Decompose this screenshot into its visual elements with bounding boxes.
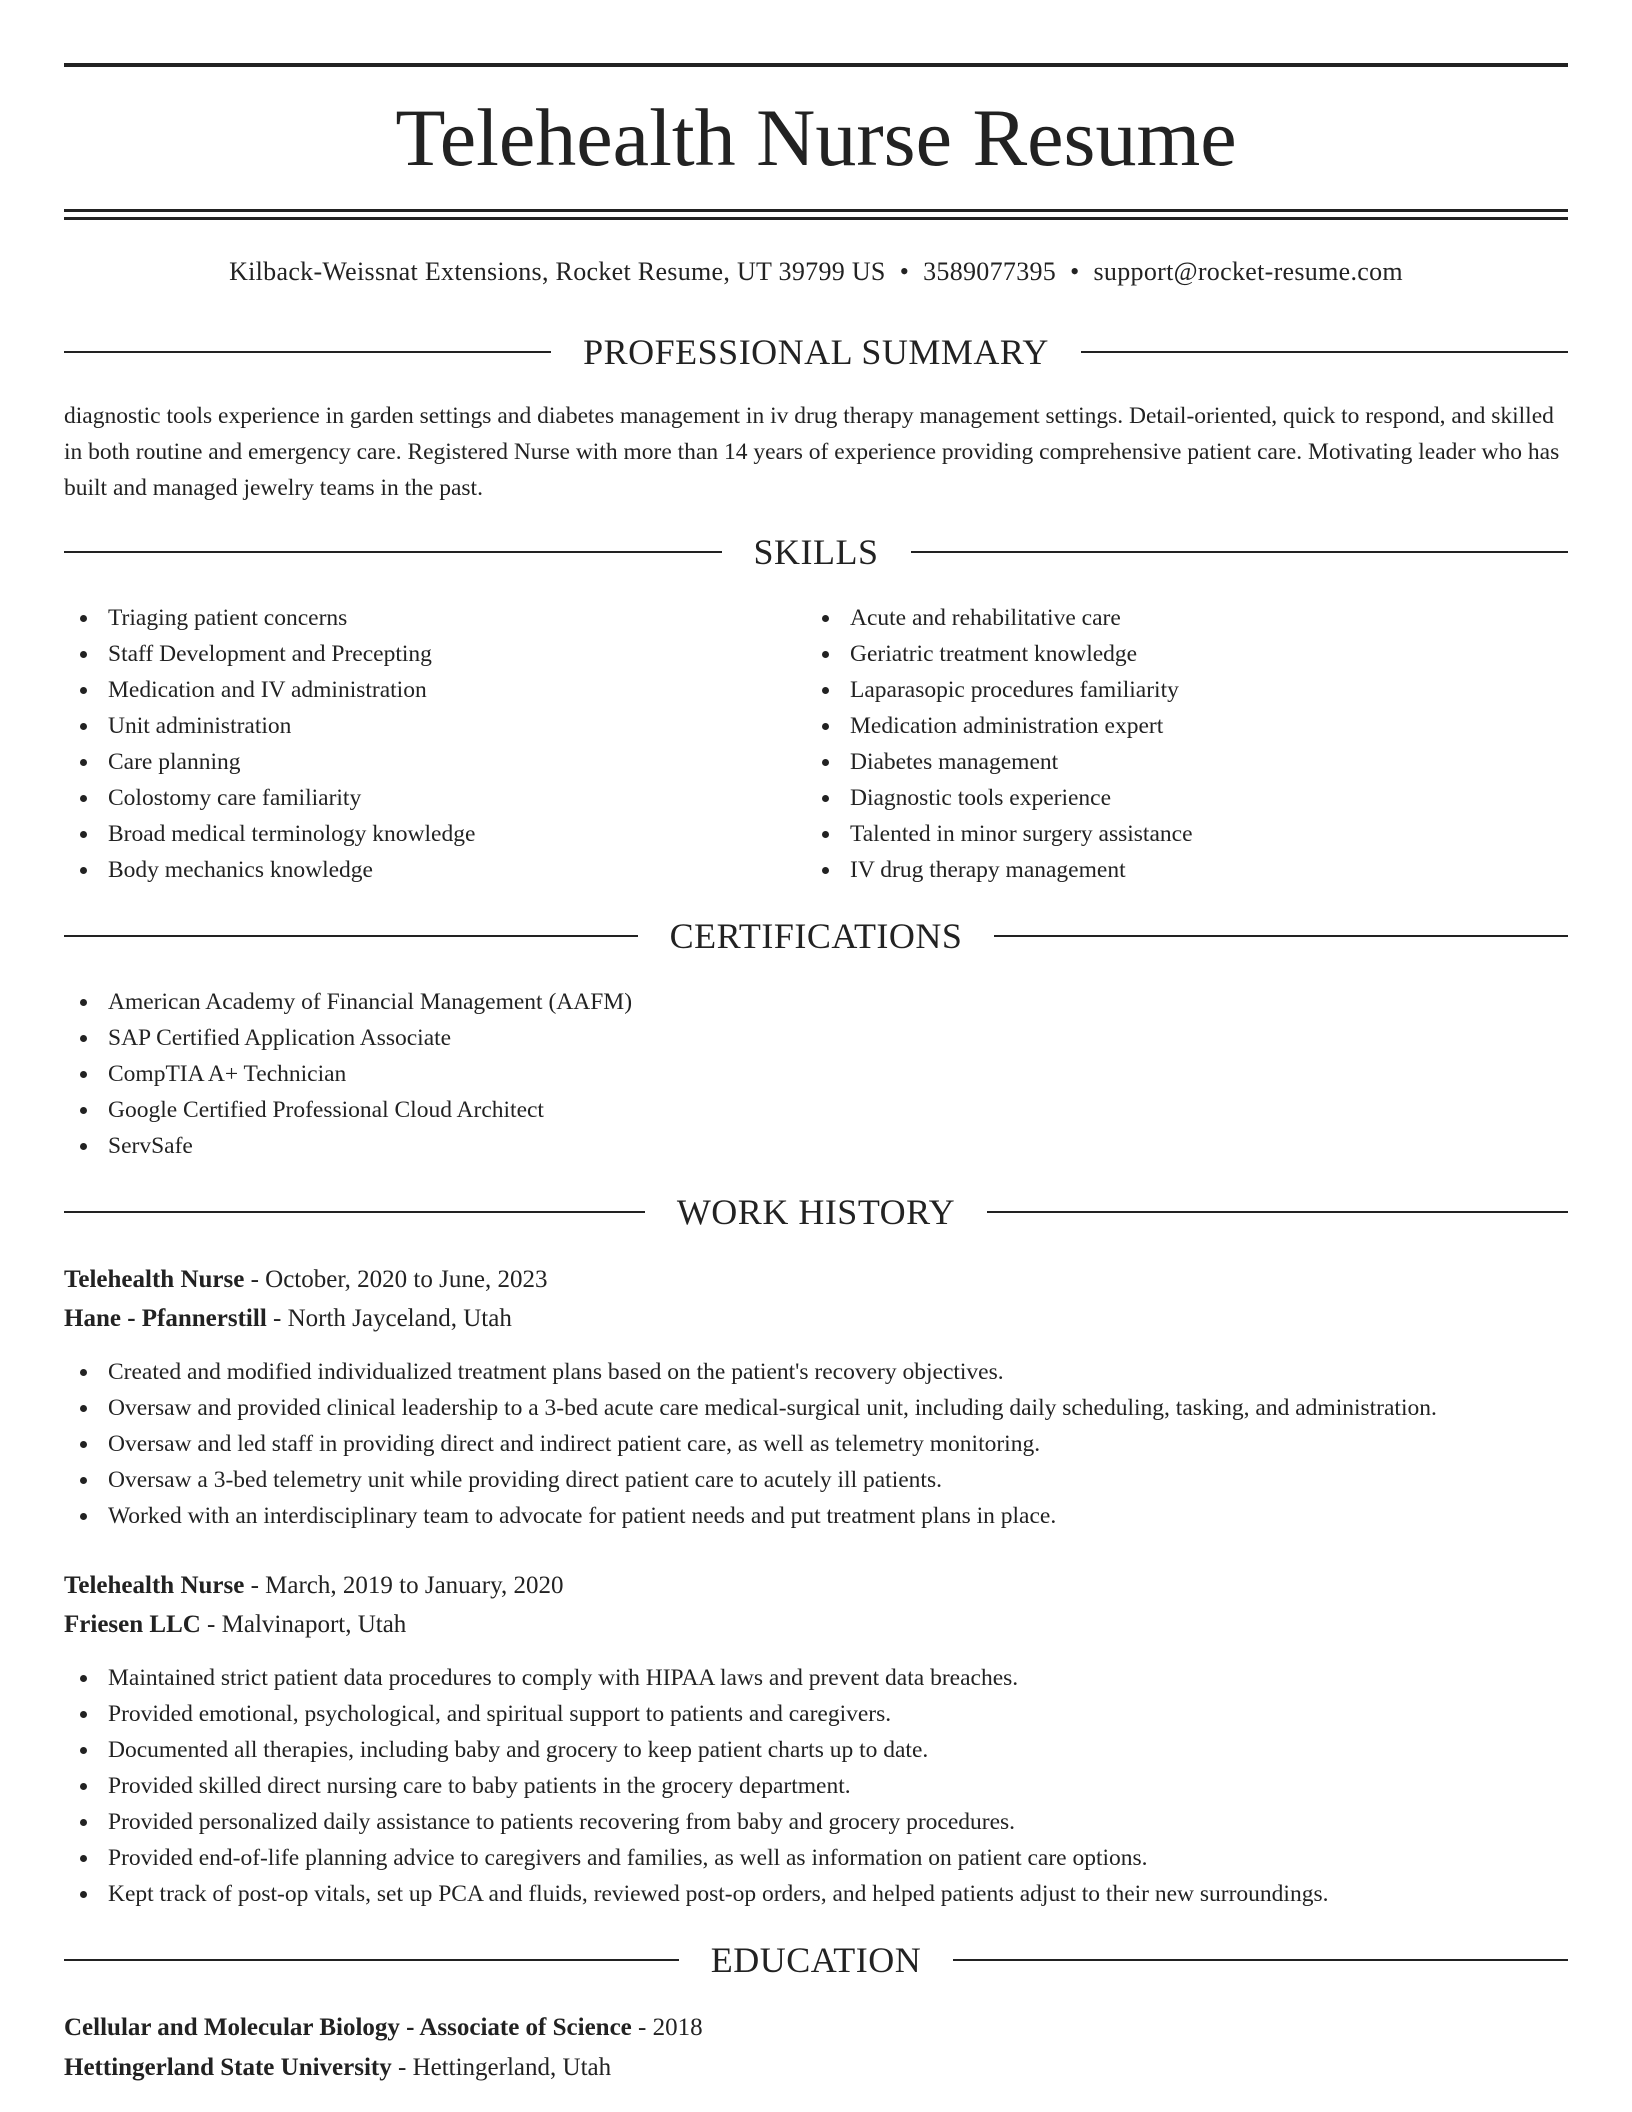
section-title: EDUCATION — [710, 1940, 922, 1980]
job-bullets — [64, 1354, 1437, 1534]
section-heading-skills — [64, 530, 1568, 574]
list-item: Body mechanics knowledge — [64, 852, 475, 888]
contact-separator: • — [1070, 257, 1080, 286]
skills-list-left — [64, 600, 475, 888]
job-company-line — [64, 1607, 1568, 1643]
job-company: Hane - Pfannerstill — [64, 1305, 267, 1332]
section-heading-certifications — [64, 914, 1568, 958]
education-school-line — [64, 2050, 1568, 2086]
section-title: WORK HISTORY — [676, 1192, 956, 1232]
list-item: Google Certified Professional Cloud Architect — [64, 1092, 632, 1128]
list-item: Medication and IV administration — [64, 672, 475, 708]
heading-rule — [64, 551, 722, 553]
list-item: IV drug therapy management — [806, 852, 1193, 888]
top-rule — [64, 63, 1568, 67]
job-location: North Jayceland, Utah — [287, 1305, 512, 1332]
list-item: Oversaw and led staff in providing direct and indirect patient care, as well as telemetry monitoring. — [64, 1426, 1437, 1462]
list-item: Diabetes management — [806, 744, 1193, 780]
list-item: Worked with an interdisciplinary team to advocate for patient needs and put treatment plans in place. — [64, 1498, 1437, 1534]
list-item: Oversaw and provided clinical leadership to a 3-bed acute care medical-surgical unit, including daily scheduling, tasking, and administration. — [64, 1390, 1437, 1426]
section-heading-education — [64, 1938, 1568, 1982]
list-item: Provided skilled direct nursing care to baby patients in the grocery department. — [64, 1768, 1328, 1804]
dash: - — [638, 2014, 647, 2041]
list-item: Diagnostic tools experience — [806, 780, 1193, 816]
list-item: Colostomy care familiarity — [64, 780, 475, 816]
list-item: Maintained strict patient data procedures to comply with HIPAA laws and prevent data breaches. — [64, 1660, 1328, 1696]
list-item: ServSafe — [64, 1128, 632, 1164]
contact-email: support@rocket-resume.com — [1093, 257, 1403, 286]
dash: - — [250, 1572, 259, 1599]
job-title: Telehealth Nurse — [64, 1266, 245, 1293]
heading-rule — [994, 935, 1568, 937]
education-school: Hettingerland State University — [64, 2054, 392, 2081]
contact-address: Kilback-Weissnat Extensions, Rocket Resume, UT 39799 US — [229, 257, 886, 286]
list-item: Created and modified individualized treatment plans based on the patient's recovery objectives. — [64, 1354, 1437, 1390]
list-item: Staff Development and Precepting — [64, 636, 475, 672]
section-title: SKILLS — [753, 532, 879, 572]
list-item: CompTIA A+ Technician — [64, 1056, 632, 1092]
list-item: Unit administration — [64, 708, 475, 744]
list-item: Care planning — [64, 744, 475, 780]
heading-rule — [911, 551, 1569, 553]
skills-list-right — [806, 600, 1193, 888]
job-dates: March, 2019 to January, 2020 — [265, 1572, 564, 1599]
list-item: Talented in minor surgery assistance — [806, 816, 1193, 852]
summary-text: diagnostic tools experience in garden settings and diabetes management in iv drug therapy management settings. Detail-oriented, quick to respond, and skilled in both routine and emergency care. Registered Nurse with more than 14 years of experience providing comprehensive patient care. Motivating leader who has built and managed jewelry teams in the past. — [64, 403, 1560, 501]
job-company: Friesen LLC — [64, 1611, 201, 1638]
heading-rule — [64, 935, 638, 937]
heading-rule — [1081, 351, 1568, 353]
certifications-list — [64, 984, 632, 1164]
heading-rule — [987, 1211, 1568, 1213]
job-company-line — [64, 1301, 1568, 1337]
contact-phone: 3589077395 — [923, 257, 1057, 286]
education-degree-line — [64, 2010, 1568, 2046]
education-location: Hettingerland, Utah — [412, 2054, 612, 2081]
list-item: Acute and rehabilitative care — [806, 600, 1193, 636]
list-item: Triaging patient concerns — [64, 600, 475, 636]
section-heading-summary — [64, 330, 1568, 374]
list-item: Geriatric treatment knowledge — [806, 636, 1193, 672]
section-title: PROFESSIONAL SUMMARY — [583, 332, 1049, 372]
dash: - — [273, 1305, 282, 1332]
heading-rule — [64, 351, 551, 353]
list-item: SAP Certified Application Associate — [64, 1020, 632, 1056]
list-item: Medication administration expert — [806, 708, 1193, 744]
job-bullets — [64, 1660, 1328, 1912]
section-heading-work — [64, 1190, 1568, 1234]
list-item: Provided personalized daily assistance to patients recovering from baby and grocery procedures. — [64, 1804, 1328, 1840]
job-title-line — [64, 1262, 1568, 1298]
dash: - — [397, 2054, 407, 2081]
dash: - — [207, 1611, 216, 1638]
job-title: Telehealth Nurse — [64, 1572, 245, 1599]
list-item: Provided end-of-life planning advice to caregivers and families, as well as information on patient care options. — [64, 1840, 1328, 1876]
list-item: Kept track of post-op vitals, set up PCA and fluids, reviewed post-op orders, and helped patients adjust to their new surroundings. — [64, 1876, 1328, 1912]
page-title: Telehealth Nurse Resume — [395, 92, 1237, 183]
list-item: Documented all therapies, including baby and grocery to keep patient charts up to date. — [64, 1732, 1328, 1768]
education-year: 2018 — [652, 2014, 703, 2041]
section-title: CERTIFICATIONS — [669, 916, 963, 956]
dash: - — [250, 1266, 259, 1293]
title-double-rule — [64, 209, 1568, 220]
contact-separator: • — [899, 257, 910, 286]
contact-line — [64, 254, 1568, 290]
heading-rule — [953, 1959, 1568, 1961]
list-item: Provided emotional, psychological, and spiritual support to patients and caregivers. — [64, 1696, 1328, 1732]
list-item: Broad medical terminology knowledge — [64, 816, 475, 852]
job-dates: October, 2020 to June, 2023 — [265, 1266, 548, 1293]
heading-rule — [64, 1211, 645, 1213]
job-location: Malvinaport, Utah — [221, 1611, 407, 1638]
list-item: American Academy of Financial Management (AAFM) — [64, 984, 632, 1020]
list-item: Oversaw a 3-bed telemetry unit while providing direct patient care to acutely ill patients. — [64, 1462, 1437, 1498]
list-item: Laparasopic procedures familiarity — [806, 672, 1193, 708]
job-title-line — [64, 1568, 1568, 1604]
education-degree: Cellular and Molecular Biology - Associate of Science — [64, 2014, 632, 2041]
heading-rule — [64, 1959, 679, 1961]
